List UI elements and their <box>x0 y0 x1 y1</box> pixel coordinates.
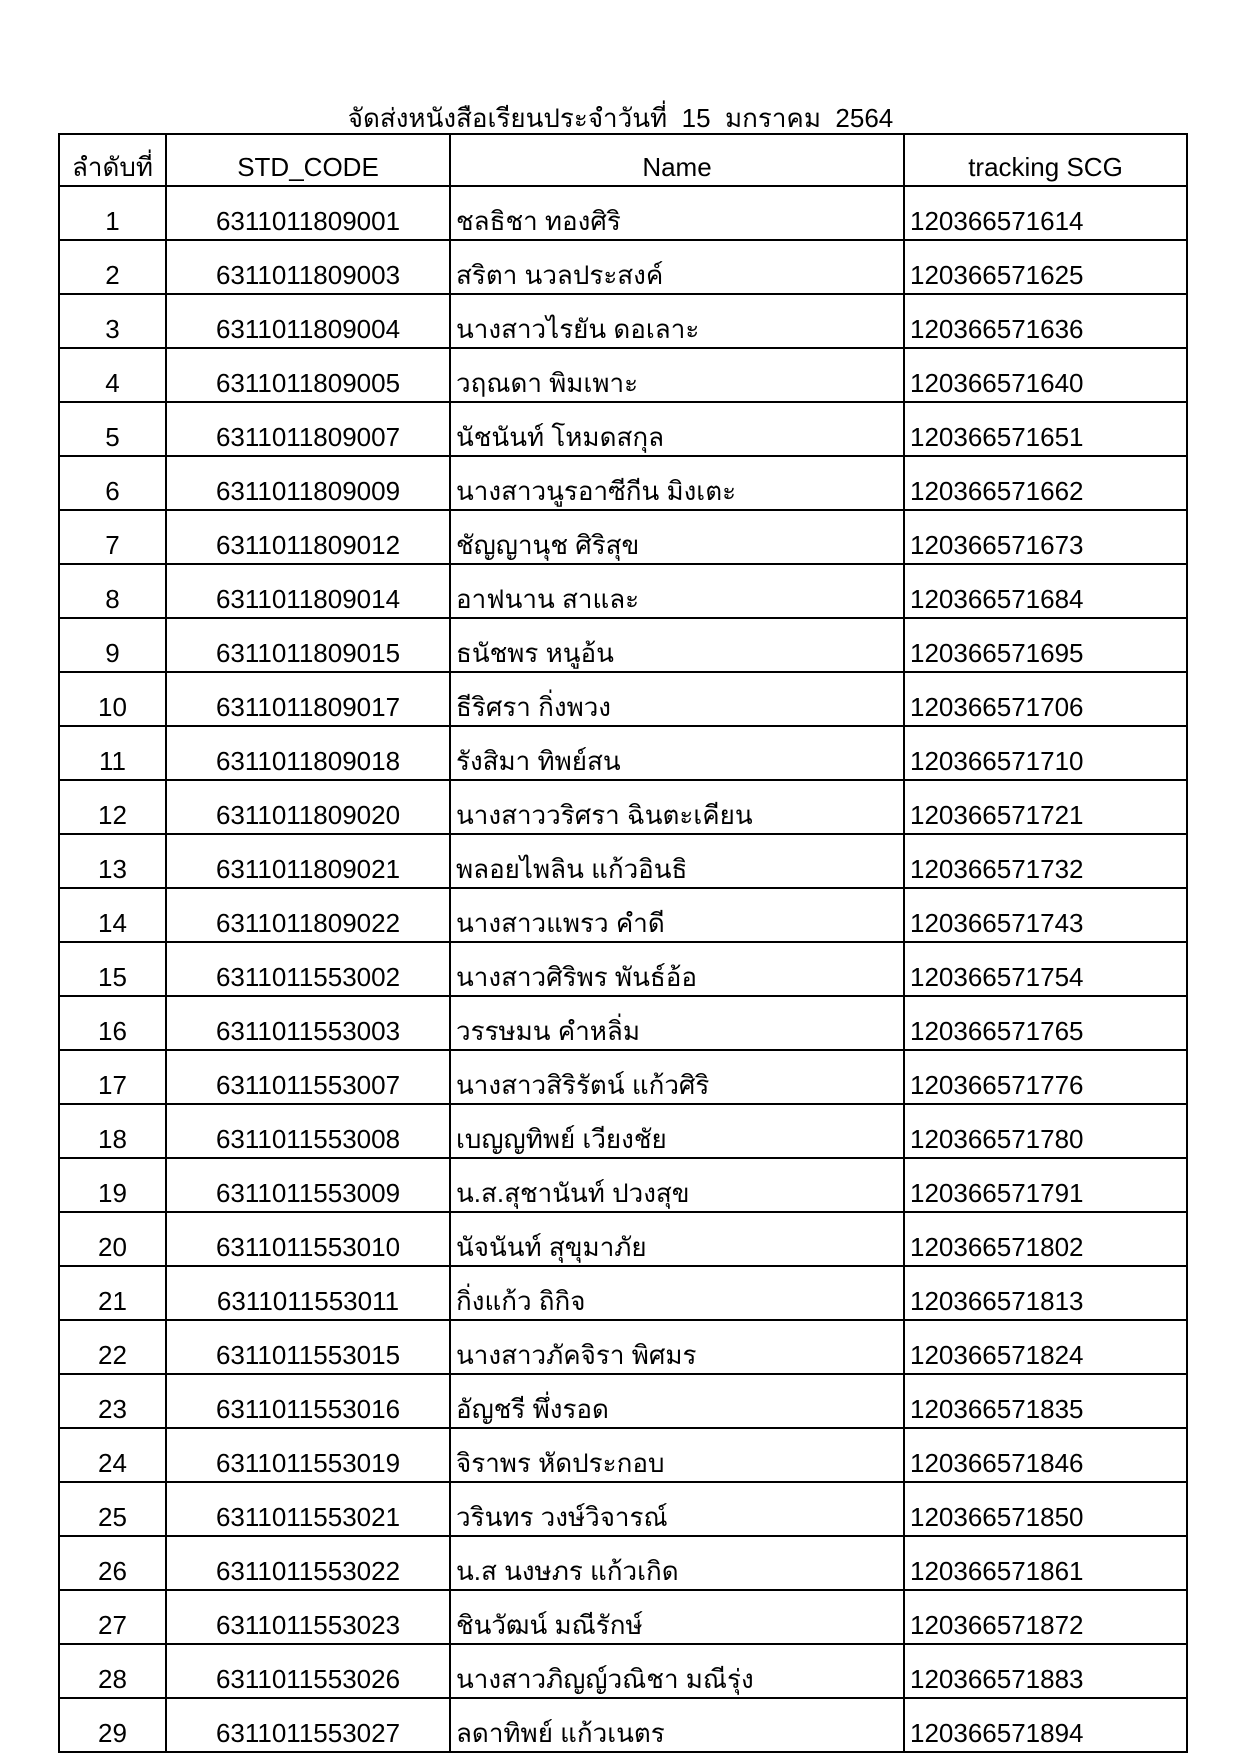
table-row <box>59 1590 1187 1644</box>
order-cell: 23 <box>59 1374 166 1428</box>
name-cell: นางสาวไรยัน ดอเลาะ <box>450 294 904 348</box>
header-tracking: tracking SCG <box>904 134 1187 186</box>
tracking-cell: 120366571872 <box>904 1590 1187 1644</box>
name-cell: นัจนันท์ สุขุมาภัย <box>450 1212 904 1266</box>
order-cell: 18 <box>59 1104 166 1158</box>
tracking-cell: 120366571651 <box>904 402 1187 456</box>
table-row <box>59 564 1187 618</box>
tracking-cell: 120366571776 <box>904 1050 1187 1104</box>
tracking-cell: 120366571684 <box>904 564 1187 618</box>
order-cell: 15 <box>59 942 166 996</box>
order-cell: 7 <box>59 510 166 564</box>
tracking-cell: 120366571802 <box>904 1212 1187 1266</box>
tracking-cell: 120366571732 <box>904 834 1187 888</box>
table-row <box>59 1212 1187 1266</box>
tracking-cell: 120366571883 <box>904 1644 1187 1698</box>
std-code-cell: 6311011809020 <box>166 780 450 834</box>
order-cell: 28 <box>59 1644 166 1698</box>
tracking-cell: 120366571813 <box>904 1266 1187 1320</box>
std-code-cell: 6311011809009 <box>166 456 450 510</box>
name-cell: รังสิมา ทิพย์สน <box>450 726 904 780</box>
name-cell: สริตา นวลประสงค์ <box>450 240 904 294</box>
name-cell: น.ส.สุชานันท์ ปวงสุข <box>450 1158 904 1212</box>
std-code-cell: 6311011809022 <box>166 888 450 942</box>
table-header-row <box>59 134 1187 186</box>
tracking-cell: 120366571861 <box>904 1536 1187 1590</box>
table-row <box>59 996 1187 1050</box>
std-code-cell: 6311011553021 <box>166 1482 450 1536</box>
name-cell: นัชนันท์ โหมดสกุล <box>450 402 904 456</box>
name-cell: ธนัชพร หนูอ้น <box>450 618 904 672</box>
std-code-cell: 6311011809007 <box>166 402 450 456</box>
tracking-cell: 120366571791 <box>904 1158 1187 1212</box>
order-cell: 21 <box>59 1266 166 1320</box>
std-code-cell: 6311011553023 <box>166 1590 450 1644</box>
order-cell: 19 <box>59 1158 166 1212</box>
name-cell: ชัญญานุช ศิริสุข <box>450 510 904 564</box>
tracking-cell: 120366571754 <box>904 942 1187 996</box>
name-cell: ชลธิชา ทองศิริ <box>450 186 904 240</box>
tracking-cell: 120366571710 <box>904 726 1187 780</box>
order-cell: 12 <box>59 780 166 834</box>
name-cell: นางสาวภัคจิรา พิศมร <box>450 1320 904 1374</box>
order-cell: 22 <box>59 1320 166 1374</box>
order-cell: 16 <box>59 996 166 1050</box>
name-cell: น.ส นงษภร แก้วเกิด <box>450 1536 904 1590</box>
order-cell: 26 <box>59 1536 166 1590</box>
tracking-cell: 120366571662 <box>904 456 1187 510</box>
std-code-cell: 6311011809017 <box>166 672 450 726</box>
order-cell: 27 <box>59 1590 166 1644</box>
name-cell: ธีริศรา กิ่งพวง <box>450 672 904 726</box>
order-cell: 2 <box>59 240 166 294</box>
name-cell: อาฟนาน สาและ <box>450 564 904 618</box>
shipping-table <box>58 133 1188 1753</box>
std-code-cell: 6311011553019 <box>166 1428 450 1482</box>
order-cell: 13 <box>59 834 166 888</box>
tracking-cell: 120366571640 <box>904 348 1187 402</box>
tracking-cell: 120366571614 <box>904 186 1187 240</box>
std-code-cell: 6311011553027 <box>166 1698 450 1752</box>
name-cell: อัญชรี พึ่งรอด <box>450 1374 904 1428</box>
tracking-cell: 120366571780 <box>904 1104 1187 1158</box>
document-title: จัดส่งหนังสือเรียนประจำวันที่ 15 มกราคม 2564 <box>347 103 894 133</box>
table-row <box>59 1374 1187 1428</box>
order-cell: 25 <box>59 1482 166 1536</box>
header-order: ลำดับที่ <box>59 134 166 186</box>
header-name: Name <box>450 134 904 186</box>
table-row <box>59 510 1187 564</box>
table-row <box>59 726 1187 780</box>
name-cell: นางสาวภิญญ์วณิชา มณีรุ่ง <box>450 1644 904 1698</box>
std-code-cell: 6311011553016 <box>166 1374 450 1428</box>
order-cell: 1 <box>59 186 166 240</box>
table-row <box>59 1266 1187 1320</box>
tracking-cell: 120366571625 <box>904 240 1187 294</box>
std-code-cell: 6311011553011 <box>166 1266 450 1320</box>
header-std-code: STD_CODE <box>166 134 450 186</box>
std-code-cell: 6311011553026 <box>166 1644 450 1698</box>
table-row <box>59 402 1187 456</box>
table-row <box>59 1536 1187 1590</box>
tracking-cell: 120366571636 <box>904 294 1187 348</box>
name-cell: นางสาววริศรา ฉินตะเคียน <box>450 780 904 834</box>
order-cell: 17 <box>59 1050 166 1104</box>
table-row <box>59 1320 1187 1374</box>
table-row <box>59 456 1187 510</box>
table-row <box>59 1050 1187 1104</box>
std-code-cell: 6311011553007 <box>166 1050 450 1104</box>
tracking-cell: 120366571695 <box>904 618 1187 672</box>
name-cell: ลดาทิพย์ แก้วเนตร <box>450 1698 904 1752</box>
name-cell: พลอยไพลิน แก้วอินธิ <box>450 834 904 888</box>
name-cell: นางสาวนูรอาซีกีน มิงเตะ <box>450 456 904 510</box>
std-code-cell: 6311011809014 <box>166 564 450 618</box>
std-code-cell: 6311011553002 <box>166 942 450 996</box>
table-row <box>59 888 1187 942</box>
tracking-cell: 120366571850 <box>904 1482 1187 1536</box>
std-code-cell: 6311011809001 <box>166 186 450 240</box>
tracking-cell: 120366571765 <box>904 996 1187 1050</box>
name-cell: นางสาวศิริพร พันธ์อ้อ <box>450 942 904 996</box>
tracking-cell: 120366571846 <box>904 1428 1187 1482</box>
table-row <box>59 1104 1187 1158</box>
std-code-cell: 6311011553003 <box>166 996 450 1050</box>
std-code-cell: 6311011809015 <box>166 618 450 672</box>
tracking-cell: 120366571673 <box>904 510 1187 564</box>
name-cell: จิราพร หัดประกอบ <box>450 1428 904 1482</box>
name-cell: เบญญทิพย์ เวียงชัย <box>450 1104 904 1158</box>
std-code-cell: 6311011809012 <box>166 510 450 564</box>
std-code-cell: 6311011553010 <box>166 1212 450 1266</box>
tracking-cell: 120366571835 <box>904 1374 1187 1428</box>
tracking-cell: 120366571706 <box>904 672 1187 726</box>
tracking-cell: 120366571743 <box>904 888 1187 942</box>
std-code-cell: 6311011553015 <box>166 1320 450 1374</box>
table-row <box>59 1482 1187 1536</box>
table-row <box>59 1698 1187 1752</box>
name-cell: ชินวัฒน์ มณีรักษ์ <box>450 1590 904 1644</box>
order-cell: 14 <box>59 888 166 942</box>
std-code-cell: 6311011553022 <box>166 1536 450 1590</box>
order-cell: 24 <box>59 1428 166 1482</box>
std-code-cell: 6311011809018 <box>166 726 450 780</box>
order-cell: 9 <box>59 618 166 672</box>
std-code-cell: 6311011809005 <box>166 348 450 402</box>
table-row <box>59 780 1187 834</box>
order-cell: 5 <box>59 402 166 456</box>
tracking-cell: 120366571894 <box>904 1698 1187 1752</box>
name-cell: วรรษมน คำหลิ่ม <box>450 996 904 1050</box>
order-cell: 11 <box>59 726 166 780</box>
table-row <box>59 672 1187 726</box>
table-row <box>59 1644 1187 1698</box>
table-row <box>59 834 1187 888</box>
table-row <box>59 348 1187 402</box>
order-cell: 8 <box>59 564 166 618</box>
std-code-cell: 6311011809021 <box>166 834 450 888</box>
order-cell: 3 <box>59 294 166 348</box>
table-row <box>59 186 1187 240</box>
tracking-cell: 120366571721 <box>904 780 1187 834</box>
std-code-cell: 6311011553009 <box>166 1158 450 1212</box>
table-row <box>59 1428 1187 1482</box>
name-cell: วฤณดา พิมเพาะ <box>450 348 904 402</box>
name-cell: นางสาวสิริรัตน์ แก้วศิริ <box>450 1050 904 1104</box>
name-cell: นางสาวแพรว คำดี <box>450 888 904 942</box>
name-cell: วรินทร วงษ์วิจารณ์ <box>450 1482 904 1536</box>
table-row <box>59 942 1187 996</box>
std-code-cell: 6311011553008 <box>166 1104 450 1158</box>
order-cell: 4 <box>59 348 166 402</box>
order-cell: 6 <box>59 456 166 510</box>
tracking-cell: 120366571824 <box>904 1320 1187 1374</box>
order-cell: 10 <box>59 672 166 726</box>
table-row <box>59 240 1187 294</box>
order-cell: 29 <box>59 1698 166 1752</box>
std-code-cell: 6311011809003 <box>166 240 450 294</box>
table-row <box>59 294 1187 348</box>
order-cell: 20 <box>59 1212 166 1266</box>
std-code-cell: 6311011809004 <box>166 294 450 348</box>
table-row <box>59 1158 1187 1212</box>
table-row <box>59 618 1187 672</box>
name-cell: กิ่งแก้ว ถิกิจ <box>450 1266 904 1320</box>
